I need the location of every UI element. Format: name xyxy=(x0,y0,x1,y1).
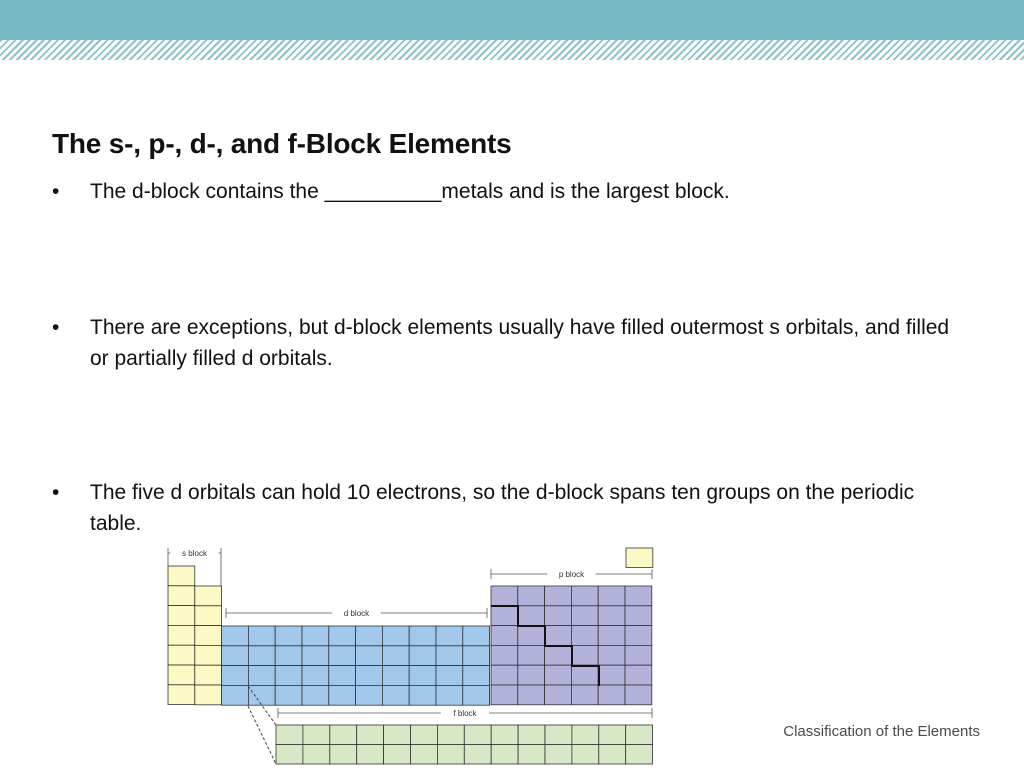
d-block-cell xyxy=(436,646,463,666)
d-block-cell xyxy=(275,666,302,686)
d-block-cell xyxy=(356,646,383,666)
f-block-cell xyxy=(303,725,330,745)
p-block-cell xyxy=(625,645,652,665)
f-block-cell xyxy=(572,745,599,765)
d-block-cell xyxy=(248,666,275,686)
p-block-cell xyxy=(518,626,545,646)
p-block-cell xyxy=(545,626,572,646)
s-block-cell xyxy=(168,645,195,665)
d-block-cell xyxy=(409,626,436,646)
f-block-cell xyxy=(303,745,330,765)
s-block-cell xyxy=(168,625,195,645)
f-block-cell xyxy=(384,725,411,745)
f-block-label: f block xyxy=(453,709,477,718)
p-block-cell xyxy=(518,645,545,665)
d-block-cell xyxy=(382,685,409,705)
p-block-cell xyxy=(491,626,518,646)
s-block-cell xyxy=(195,626,222,646)
p-block-cell xyxy=(545,645,572,665)
f-block-cell xyxy=(464,725,491,745)
p-block-label: p block xyxy=(558,570,585,579)
s-block-cell xyxy=(195,586,222,606)
d-block-cell xyxy=(222,646,249,666)
f-block-cell xyxy=(545,725,572,745)
f-block-cell xyxy=(626,745,653,765)
s-block-cell xyxy=(168,566,195,586)
f-block-cell xyxy=(491,725,518,745)
s-block-cell xyxy=(195,665,222,685)
helium-cell xyxy=(626,548,653,568)
f-block-cell xyxy=(384,745,411,765)
f-block-cell xyxy=(572,725,599,745)
f-block-connector xyxy=(248,706,276,764)
d-block-cell xyxy=(302,646,329,666)
d-block-cell xyxy=(382,666,409,686)
d-block-cell xyxy=(436,666,463,686)
f-block-cell xyxy=(518,745,545,765)
p-block-cell xyxy=(598,645,625,665)
p-block-cell xyxy=(491,606,518,626)
d-block-cell xyxy=(329,666,356,686)
p-block-cell xyxy=(518,665,545,685)
bullet-text: There are exceptions, but d-block elements usually have filled outermost s orbitals, and filled or partially filled d orbitals. xyxy=(90,316,950,370)
s-block-cell xyxy=(168,606,195,626)
p-block-cell xyxy=(518,586,545,606)
d-block-cell xyxy=(302,626,329,646)
s-block-cell xyxy=(195,606,222,626)
p-block-cell xyxy=(545,586,572,606)
f-block-cell xyxy=(518,725,545,745)
d-block-cell xyxy=(329,646,356,666)
p-block-cell xyxy=(598,606,625,626)
p-block-cell xyxy=(571,626,598,646)
bullet-marker: • xyxy=(52,481,60,504)
footer-caption: Classification of the Elements xyxy=(783,723,980,740)
d-block-cell xyxy=(329,685,356,705)
d-block-cell xyxy=(222,685,249,705)
bullet-marker: • xyxy=(52,316,60,339)
p-block-cell xyxy=(598,626,625,646)
d-block-cell xyxy=(275,646,302,666)
d-block-cell xyxy=(463,626,490,646)
p-block-cell xyxy=(545,665,572,685)
d-block-cell xyxy=(222,626,249,646)
p-block-cell xyxy=(625,606,652,626)
s-block-cell xyxy=(168,586,195,606)
p-block-cell xyxy=(571,586,598,606)
d-block-cell xyxy=(463,646,490,666)
f-block-cell xyxy=(437,725,464,745)
f-block-cell xyxy=(437,745,464,765)
d-block-cell xyxy=(463,666,490,686)
d-block-cell xyxy=(275,626,302,646)
p-block-cell xyxy=(491,685,518,705)
d-block-cell xyxy=(463,685,490,705)
d-block-cell xyxy=(302,685,329,705)
f-block-cell xyxy=(330,745,357,765)
p-block-cell xyxy=(518,685,545,705)
d-block-cell xyxy=(248,646,275,666)
p-block-cell xyxy=(571,685,598,705)
p-block-cell xyxy=(518,606,545,626)
d-block-cell xyxy=(382,626,409,646)
bullet-marker: • xyxy=(52,180,60,203)
p-block-cell xyxy=(545,685,572,705)
f-block-cell xyxy=(276,725,303,745)
p-block-cell xyxy=(571,606,598,626)
p-block-cell xyxy=(598,586,625,606)
s-block-label: s block xyxy=(182,549,207,558)
p-block-cell xyxy=(491,645,518,665)
d-block-cell xyxy=(248,626,275,646)
f-block-cell xyxy=(276,745,303,765)
d-block-cell xyxy=(409,646,436,666)
d-block-cell xyxy=(356,626,383,646)
f-block-cell xyxy=(599,745,626,765)
bullet-text: The five d orbitals can hold 10 electrons, so the d-block spans ten groups on the periodic table. xyxy=(90,481,915,535)
f-block-cell xyxy=(545,745,572,765)
d-block-cell xyxy=(382,646,409,666)
slide-title: The s-, p-, d-, and f-Block Elements xyxy=(52,128,512,159)
d-block-cell xyxy=(436,685,463,705)
f-block-cell xyxy=(599,725,626,745)
f-block-cell xyxy=(464,745,491,765)
d-block-cell xyxy=(356,685,383,705)
bullet-text: The d-block contains the __________metals and is the largest block. xyxy=(90,180,730,203)
p-block-cell xyxy=(625,586,652,606)
d-block-label: d block xyxy=(343,609,370,618)
p-block-cell xyxy=(491,586,518,606)
f-block-cell xyxy=(626,725,653,745)
p-block-cell xyxy=(491,665,518,685)
p-block-cell xyxy=(571,665,598,685)
s-block-cell xyxy=(195,685,222,705)
f-block-cell xyxy=(411,725,438,745)
d-block-cell xyxy=(329,626,356,646)
d-block-cell xyxy=(302,666,329,686)
s-block-cell xyxy=(168,665,195,685)
d-block-cell xyxy=(248,685,275,705)
f-block-cell xyxy=(357,725,384,745)
d-block-cell xyxy=(356,666,383,686)
d-block-cell xyxy=(409,666,436,686)
p-block-cell xyxy=(625,626,652,646)
d-block-cell xyxy=(409,685,436,705)
p-block-cell xyxy=(545,606,572,626)
d-block-cell xyxy=(275,685,302,705)
p-block-cell xyxy=(598,665,625,685)
f-block-cell xyxy=(330,725,357,745)
d-block-cell xyxy=(222,666,249,686)
d-block-cell xyxy=(436,626,463,646)
p-block-cell xyxy=(625,665,652,685)
f-block-cell xyxy=(491,745,518,765)
s-block-cell xyxy=(195,645,222,665)
p-block-cell xyxy=(571,645,598,665)
f-block-cell xyxy=(411,745,438,765)
f-block-cell xyxy=(357,745,384,765)
s-block-cell xyxy=(168,685,195,705)
p-block-cell xyxy=(598,685,625,705)
p-block-cell xyxy=(625,685,652,705)
